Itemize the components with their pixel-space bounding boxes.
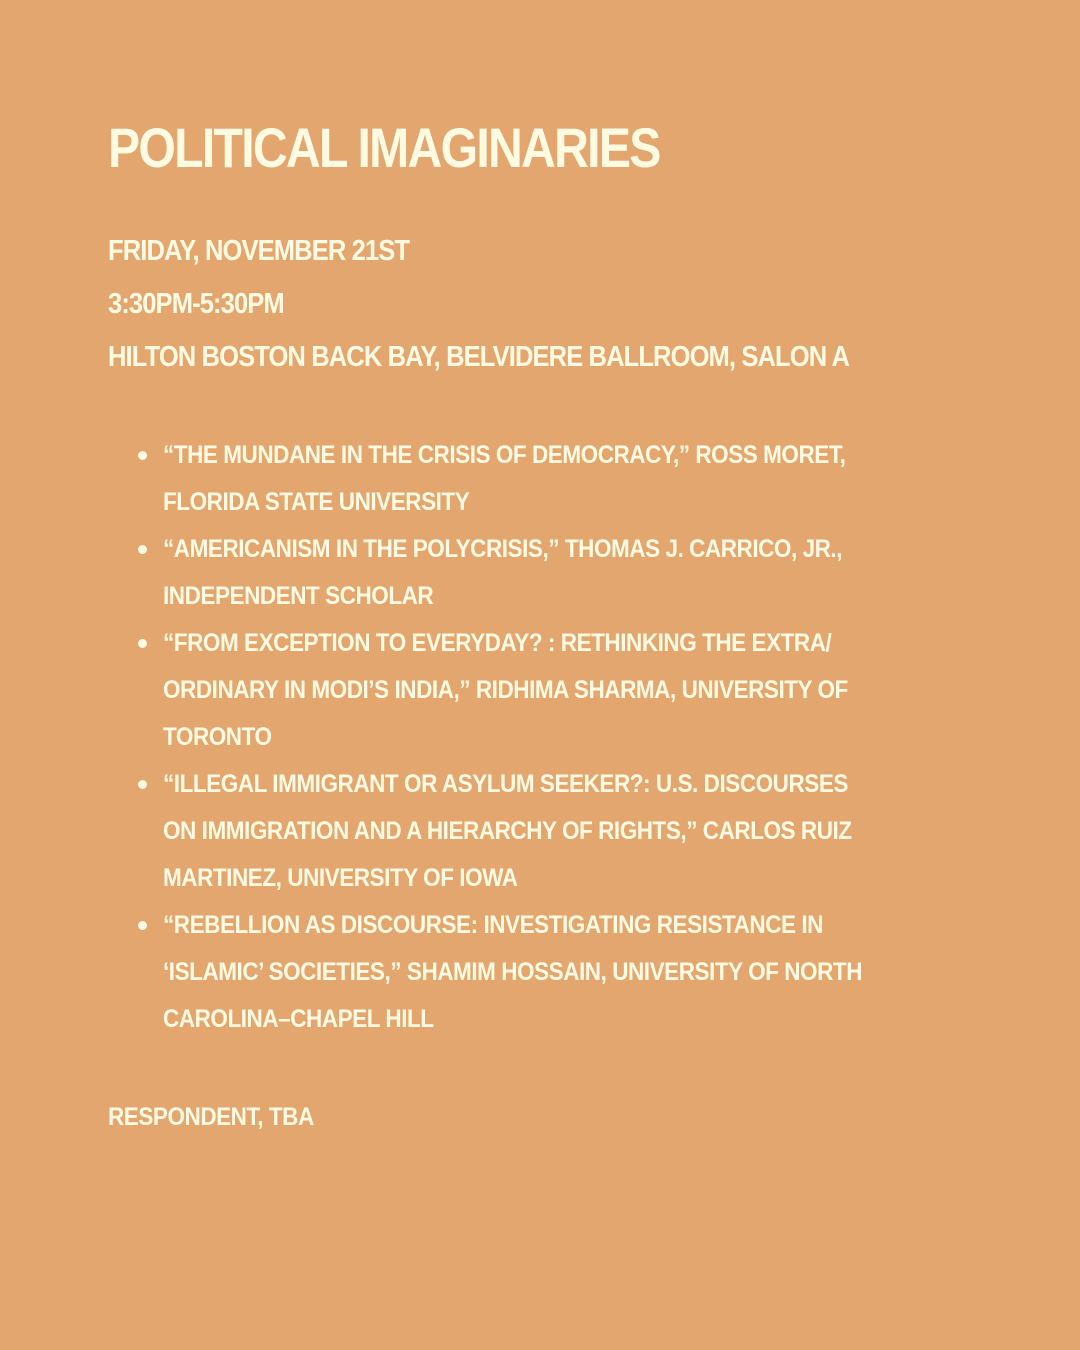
- list-item: [108, 432, 978, 526]
- respondent-line: RESPONDENT, TBA: [108, 1103, 314, 1131]
- list-item: [108, 761, 978, 902]
- bullet-icon: [138, 921, 147, 930]
- bullet-icon: [138, 545, 147, 554]
- paper-entry: “THE MUNDANE IN THE CRISIS OF DEMOCRACY,” ROSS MORET, FLORIDA STATE UNIVERSITY: [163, 441, 846, 516]
- paper-entry: “REBELLION AS DISCOURSE: INVESTIGATING RESISTANCE IN ‘ISLAMIC’ SOCIETIES,” SHAMIM HOSSAIN, UNIVERSITY OF NORTH CAROLINA–CHAPEL HILL: [163, 911, 863, 1033]
- event-time: 3:30PM-5:30PM: [108, 288, 284, 320]
- event-details: [108, 225, 978, 384]
- bullet-icon: [138, 451, 147, 460]
- panel-announcement: [108, 112, 978, 1137]
- bullet-icon: [138, 780, 147, 789]
- list-item: [108, 902, 978, 1043]
- event-location: HILTON BOSTON BACK BAY, BELVIDERE BALLROOM, SALON A: [108, 341, 850, 373]
- bullet-icon: [138, 639, 147, 648]
- list-item: [108, 620, 978, 761]
- list-item: [108, 526, 978, 620]
- paper-entry: “FROM EXCEPTION TO EVERYDAY? : RETHINKING THE EXTRA/ ORDINARY IN MODI’S INDIA,” RIDHIMA SHARMA, UNIVERSITY OF TORONTO: [163, 629, 848, 751]
- panel-title: POLITICAL IMAGINARIES: [108, 116, 660, 179]
- paper-entry: “ILLEGAL IMMIGRANT OR ASYLUM SEEKER?: U.S. DISCOURSES ON IMMIGRATION AND A HIERARCHY OF RIGHTS,” CARLOS RUIZ MARTINEZ, UNIVERSITY OF IOWA: [163, 770, 852, 892]
- event-date: FRIDAY, NOVEMBER 21ST: [108, 235, 410, 267]
- paper-entry: “AMERICANISM IN THE POLYCRISIS,” THOMAS J. CARRICO, JR., INDEPENDENT SCHOLAR: [163, 535, 843, 610]
- paper-list: [108, 432, 978, 1043]
